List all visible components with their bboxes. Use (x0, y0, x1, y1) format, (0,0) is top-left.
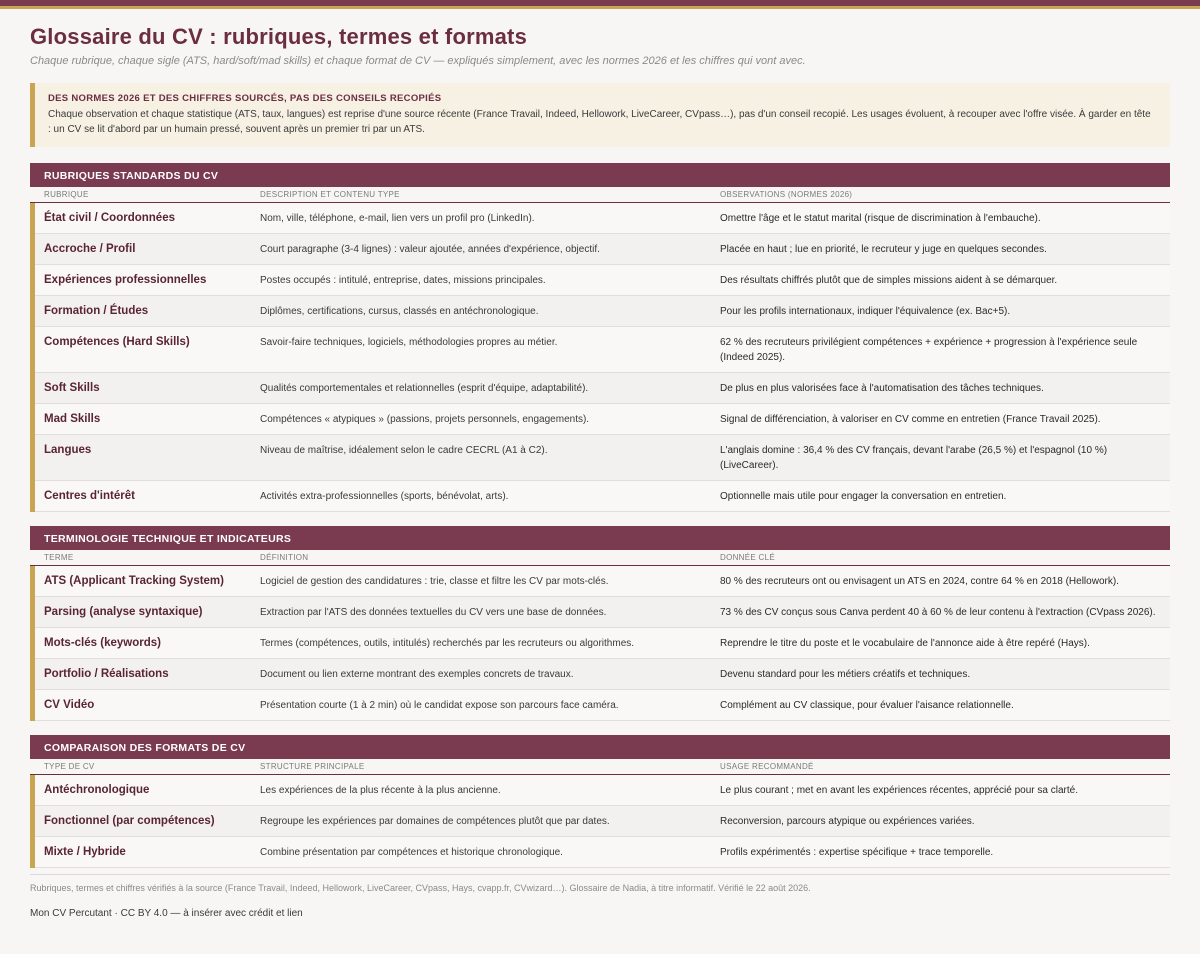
column-header: TERME (44, 553, 74, 562)
sources-footnote: Rubriques, termes et chiffres vérifiés à la source (France Travail, Indeed, Hellowork, LiveCareer, CVpass, Hays, cvapp.fr, CVwizard…). Glossaire de Nadia, à titre informatif. Vérifié le 22 août 2026. (30, 883, 811, 893)
table-rows (30, 566, 1170, 721)
observation-cell: L'anglais domine : 36,4 % des CV français, devant l'arabe (26,5 %) et l'espagnol (10 %) (LiveCareer). (720, 445, 1108, 471)
page-content (0, 23, 1200, 921)
table-row (35, 837, 1170, 868)
term-cell: Portfolio / Réalisations (44, 668, 169, 680)
description-cell: Qualités comportementales et relationnelles (esprit d'équipe, adaptabilité). (260, 383, 589, 394)
description-cell: Présentation courte (1 à 2 min) où le candidat expose son parcours face caméra. (260, 700, 619, 711)
table-row (35, 659, 1170, 690)
table-row (35, 628, 1170, 659)
notice-text: Chaque observation et chaque statistique (ATS, taux, langues) est reprise d'une source récente (France Travail, Indeed, Hellowork, LiveCareer, CVpass…), pas d'un conseil recopié. Les usages évoluent, à recouper avec l'offre visée. À garder en tête : un CV se lit d'abord par un humain pressé, souvent après un premier tri par un ATS. (48, 109, 1151, 135)
observation-cell: Placée en haut ; lue en priorité, le recruteur y juge en quelques secondes. (720, 244, 1047, 255)
term-cell: Mots-clés (keywords) (44, 637, 161, 649)
column-header: TYPE DE CV (44, 762, 95, 771)
table-row (35, 203, 1170, 234)
table-row (35, 690, 1170, 721)
description-cell: Activités extra-professionnelles (sports, bénévolat, arts). (260, 491, 509, 502)
description-cell: Nom, ville, téléphone, e-mail, lien vers un profil pro (LinkedIn). (260, 213, 535, 224)
observation-cell: Devenu standard pour les métiers créatifs et techniques. (720, 669, 971, 680)
glossary-section (30, 526, 1170, 721)
observation-cell: Omettre l'âge et le statut marital (risque de discrimination à l'embauche). (720, 213, 1041, 224)
description-cell: Regroupe les expériences par domaines de compétences plutôt que par dates. (260, 816, 610, 827)
column-header: DESCRIPTION ET CONTENU TYPE (260, 190, 400, 199)
observation-cell: Des résultats chiffrés plutôt que de simples missions aident à se démarquer. (720, 275, 1058, 286)
column-header: DONNÉE CLÉ (720, 553, 776, 562)
column-header-row (30, 187, 1170, 203)
table-row (35, 806, 1170, 837)
footer-divider (30, 874, 1170, 875)
table-row (35, 234, 1170, 265)
table-row (35, 404, 1170, 435)
term-cell: Langues (44, 444, 92, 456)
description-cell: Niveau de maîtrise, idéalement selon le cadre CECRL (A1 à C2). (260, 445, 548, 456)
glossary-sections (30, 163, 1170, 868)
term-cell: État civil / Coordonnées (44, 212, 175, 224)
term-cell: Fonctionnel (par compétences) (44, 815, 215, 827)
table-rows (30, 775, 1170, 868)
column-header: STRUCTURE PRINCIPALE (260, 762, 365, 771)
term-cell: Soft Skills (44, 382, 100, 394)
table-row (35, 265, 1170, 296)
description-cell: Diplômes, certifications, cursus, classés en antéchronologique. (260, 306, 539, 317)
description-cell: Les expériences de la plus récente à la plus ancienne. (260, 785, 501, 796)
description-cell: Termes (compétences, outils, intitulés) recherchés par les recruteurs ou algorithmes. (260, 638, 635, 649)
term-cell: Antéchronologique (44, 784, 150, 796)
observation-cell: De plus en plus valorisées face à l'automatisation des tâches techniques. (720, 383, 1044, 394)
table-row (35, 327, 1170, 373)
table-row (35, 566, 1170, 597)
term-cell: Mad Skills (44, 413, 101, 425)
observation-cell: Profils expérimentés : expertise spécifique + trace temporelle. (720, 847, 994, 858)
observation-cell: 80 % des recruteurs ont ou envisagent un ATS en 2024, contre 64 % en 2018 (Hellowork). (720, 576, 1119, 587)
observation-cell: Optionnelle mais utile pour engager la conversation en entretien. (720, 491, 1007, 502)
column-header: OBSERVATIONS (NORMES 2026) (720, 190, 853, 199)
table-row (35, 296, 1170, 327)
table-row (35, 597, 1170, 628)
column-header-row (30, 759, 1170, 775)
observation-cell: Reprendre le titre du poste et le vocabulaire de l'annonce aide à être repéré (Hays). (720, 638, 1090, 649)
column-header: DÉFINITION (260, 553, 309, 562)
table-row (35, 775, 1170, 806)
table-row (35, 435, 1170, 481)
term-cell: Expériences professionnelles (44, 274, 207, 286)
observation-cell: Complément au CV classique, pour évaluer l'aisance relationnelle. (720, 700, 1014, 711)
description-cell: Compétences « atypiques » (passions, projets personnels, engagements). (260, 414, 590, 425)
column-header-row (30, 550, 1170, 566)
section-heading: RUBRIQUES STANDARDS DU CV (30, 163, 1170, 187)
page-subtitle: Chaque rubrique, chaque sigle (ATS, hard/soft/mad skills) et chaque format de CV — expliqués simplement, avec les normes 2026 et les chiffres qui vont avec. (30, 55, 806, 67)
table-rows (30, 203, 1170, 512)
term-cell: Compétences (Hard Skills) (44, 336, 190, 348)
observation-cell: Signal de différenciation, à valoriser en CV comme en entretien (France Travail 2025). (720, 414, 1101, 425)
term-cell: Accroche / Profil (44, 243, 136, 255)
column-header: USAGE RECOMMANDÉ (720, 762, 814, 771)
term-cell: Parsing (analyse syntaxique) (44, 606, 203, 618)
table-row (35, 373, 1170, 404)
observation-cell: 62 % des recruteurs privilégient compétences + expérience + progression à l'expérience seule (Indeed 2025). (720, 337, 1138, 363)
page-title: Glossaire du CV : rubriques, termes et formats (30, 24, 528, 49)
term-cell: CV Vidéo (44, 699, 95, 711)
observation-cell: 73 % des CV conçus sous Canva perdent 40 à 60 % de leur contenu à l'extraction (CVpass 2026). (720, 607, 1156, 618)
notice-title: DES NORMES 2026 ET DES CHIFFRES SOURCÉS, PAS DES CONSEILS RECOPIÉS (48, 93, 442, 104)
glossary-section (30, 163, 1170, 512)
sources-notice (30, 83, 1170, 147)
term-cell: Formation / Études (44, 305, 149, 317)
table-row (35, 481, 1170, 512)
column-header: RUBRIQUE (44, 190, 89, 199)
observation-cell: Pour les profils internationaux, indiquer l'équivalence (ex. Bac+5). (720, 306, 1011, 317)
credit-line: Mon CV Percutant · CC BY 4.0 — à insérer avec crédit et lien (30, 908, 303, 919)
top-accent-bar-gold (0, 6, 1200, 9)
term-cell: ATS (Applicant Tracking System) (44, 575, 224, 587)
description-cell: Logiciel de gestion des candidatures : trie, classe et filtre les CV par mots-clés. (260, 576, 609, 587)
section-heading: TERMINOLOGIE TECHNIQUE ET INDICATEURS (30, 526, 1170, 550)
description-cell: Postes occupés : intitulé, entreprise, dates, missions principales. (260, 275, 546, 286)
description-cell: Combine présentation par compétences et historique chronologique. (260, 847, 563, 858)
description-cell: Extraction par l'ATS des données textuelles du CV vers une base de données. (260, 607, 607, 618)
observation-cell: Reconversion, parcours atypique ou expériences variées. (720, 816, 975, 827)
description-cell: Savoir-faire techniques, logiciels, méthodologies propres au métier. (260, 337, 558, 348)
description-cell: Court paragraphe (3-4 lignes) : valeur ajoutée, années d'expérience, objectif. (260, 244, 600, 255)
term-cell: Mixte / Hybride (44, 846, 126, 858)
observation-cell: Le plus courant ; met en avant les expériences récentes, apprécié pour sa clarté. (720, 785, 1078, 796)
term-cell: Centres d'intérêt (44, 490, 135, 502)
section-heading: COMPARAISON DES FORMATS DE CV (30, 735, 1170, 759)
description-cell: Document ou lien externe montrant des exemples concrets de travaux. (260, 669, 574, 680)
glossary-section (30, 735, 1170, 868)
